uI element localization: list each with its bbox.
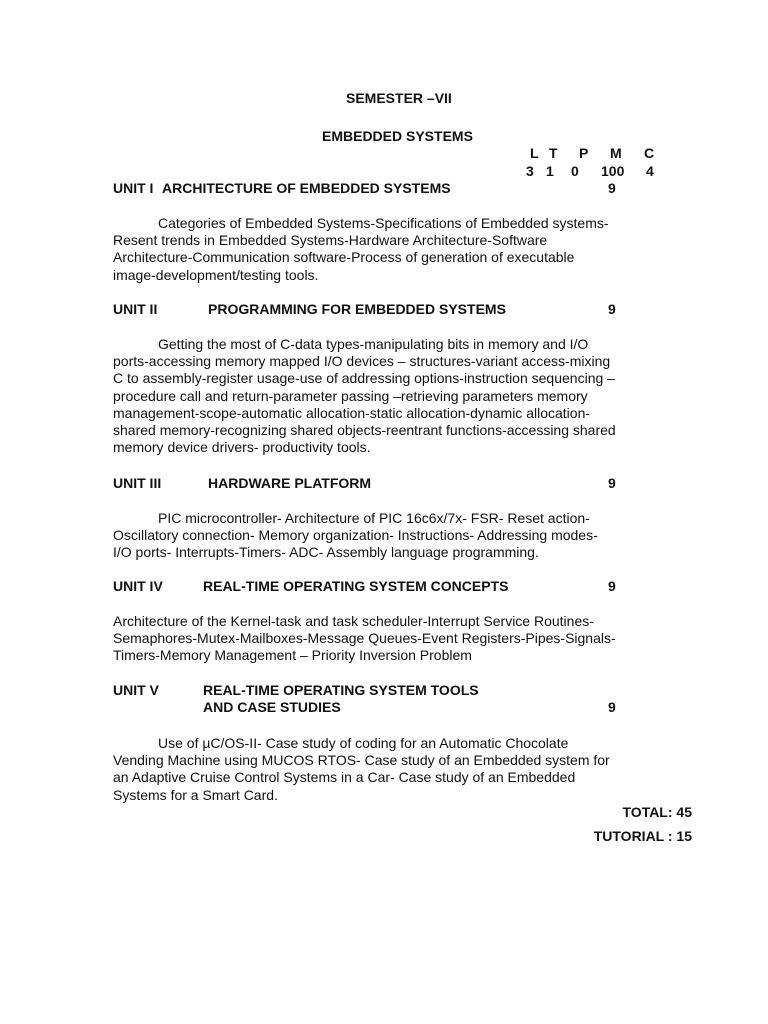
unit-number: UNIT II [113, 301, 158, 317]
unit-title: HARDWARE PLATFORM [208, 475, 372, 491]
unit-title: REAL-TIME OPERATING SYSTEM CONCEPTS [203, 578, 509, 594]
credit-header-m: M [610, 145, 622, 161]
body-line: Resent trends in Embedded Systems-Hardware Architecture-Software [113, 232, 548, 249]
body-line: memory device drivers- productivity tools. [113, 439, 371, 456]
unit-hours: 9 [608, 699, 616, 715]
body-line: an Adaptive Cruise Control Systems in a Car- Case study of an Embedded [113, 769, 576, 786]
body-line: Oscillatory connection- Memory organization- Instructions- Addressing modes- [113, 527, 598, 544]
body-line: PIC microcontroller- Architecture of PIC 16c6x/7x- FSR- Reset action- [158, 510, 590, 526]
unit-title: REAL-TIME OPERATING SYSTEM TOOLS [203, 682, 479, 698]
unit-number: UNIT III [113, 475, 162, 491]
tutorial-hours: TUTORIAL : 15 [593, 828, 692, 844]
unit-title: PROGRAMMING FOR EMBEDDED SYSTEMS [208, 301, 506, 317]
unit-body [113, 613, 673, 665]
course-title: EMBEDDED SYSTEMS [322, 128, 473, 144]
body-line: Vending Machine using MUCOS RTOS- Case study of an Embedded system for [113, 752, 610, 769]
unit-title-continued: AND CASE STUDIES [203, 699, 341, 715]
body-line: Categories of Embedded Systems-Specifications of Embedded systems- [158, 215, 609, 231]
body-line: I/O ports- Interrupts-Timers- ADC- Assembly language programming. [113, 544, 539, 561]
body-line: shared memory-recognizing shared objects-reentrant functions-accessing shared [113, 422, 616, 439]
body-line: management-scope-automatic allocation-static allocation-dynamic allocation- [113, 404, 591, 421]
credit-header-c: C [644, 145, 655, 161]
credit-header-t: T [549, 145, 558, 161]
credit-header-p: P [579, 145, 589, 161]
total-hours: TOTAL: 45 [622, 804, 692, 820]
body-line: Systems for a Smart Card. [113, 786, 278, 803]
unit-hours: 9 [608, 180, 616, 196]
body-line: Architecture-Communication software-Process of generation of executable [113, 249, 575, 266]
unit-number: UNIT IV [113, 578, 163, 594]
body-line: ports-accessing memory mapped I/O devices – structures-variant access-mixing [113, 353, 611, 370]
unit-body [113, 336, 673, 456]
body-line: Timers-Memory Management – Priority Inversion Problem [113, 647, 472, 664]
credit-value-p: 0 [571, 163, 579, 179]
body-line: procedure call and return-parameter passing –retrieving parameters memory [113, 387, 588, 404]
unit-hours: 9 [608, 578, 616, 594]
body-line: C to assembly-register usage-use of addressing options-instruction sequencing – [113, 370, 615, 387]
body-line: image-development/testing tools. [113, 266, 319, 283]
credit-value-t: 1 [546, 163, 554, 179]
unit-number: UNIT V [113, 682, 159, 698]
unit-body [113, 510, 673, 562]
unit-body [113, 215, 673, 284]
unit-body [113, 735, 673, 804]
unit-hours: 9 [608, 475, 616, 491]
credit-value-m: 100 [601, 163, 625, 179]
body-line: Use of µC/OS-II- Case study of coding for an Automatic Chocolate [158, 735, 569, 751]
body-line: Getting the most of C-data types-manipulating bits in memory and I/O [158, 336, 589, 352]
unit-hours: 9 [608, 301, 616, 317]
credit-value-l: 3 [526, 163, 534, 179]
credit-header-l: L [530, 145, 539, 161]
unit-title: ARCHITECTURE OF EMBEDDED SYSTEMS [162, 180, 451, 196]
body-line: Architecture of the Kernel-task and task scheduler-Interrupt Service Routines- [113, 613, 594, 629]
credit-value-c: 4 [646, 163, 654, 179]
unit-number: UNIT I [113, 180, 154, 196]
semester-heading: SEMESTER –VII [346, 90, 452, 106]
body-line: Semaphores-Mutex-Mailboxes-Message Queues-Event Registers-Pipes-Signals- [113, 630, 616, 647]
